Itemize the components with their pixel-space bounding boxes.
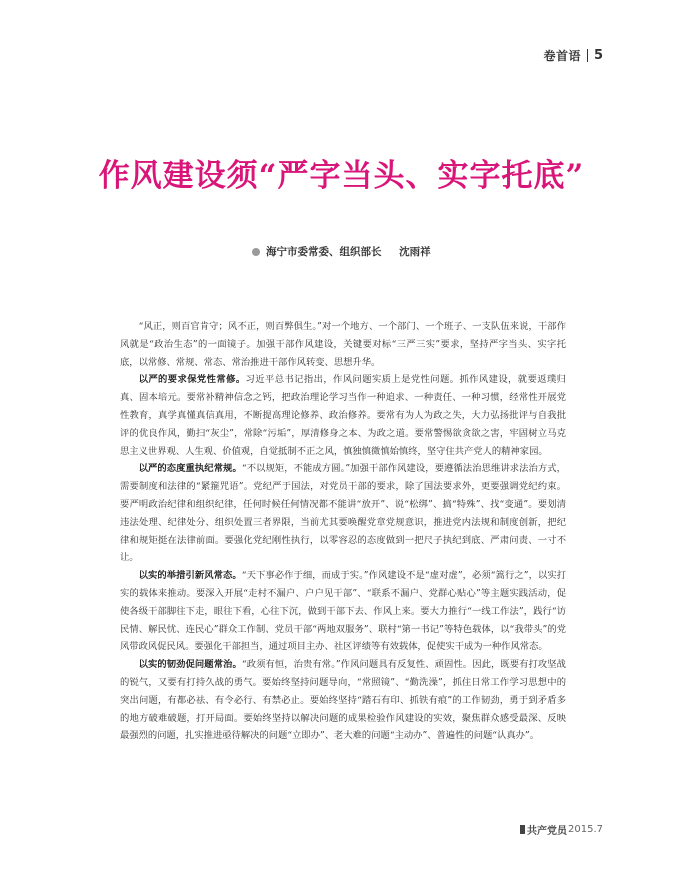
author-name: 沈雨祥 — [399, 246, 431, 258]
paragraph-5 — [120, 656, 566, 745]
paragraph-lead: 以实的韧劲促问题常治。 — [138, 659, 242, 671]
paragraph-text: 习近平总书记指出，作风问题实质上是党性问题。抓作风建设，就要返璞归真、固本培元。要常补精神信念之钙，把政治理论学习当作一种追求、一种责任、一种习惯，经常性开展党性教育，真学真懂真信真用，不断提高理论修养、政治修养。要常有为人为政之失，大力弘扬批评与自我批评的优良作风，勤扫“灰尘”，常除“污垢”，厚清修身之本、为政之道。要常警惕欲贪欲之害，牢固树立马克思主义世界观、人生观、价值观，自觉抵制不正之风，慎独慎微慎始慎终，坚守住共产党人的精神家园。 — [120, 374, 566, 457]
header-divider — [587, 49, 588, 62]
byline — [0, 244, 683, 259]
author-affiliation: 海宁市委常委、组织部长 — [266, 246, 382, 258]
page-number: 5 — [593, 48, 603, 63]
paragraph-lead: 以严的态度重执纪常规。 — [138, 463, 242, 475]
magazine-logo-icon — [520, 825, 525, 834]
paragraph-3 — [120, 460, 566, 567]
section-label: 卷首语 — [543, 49, 581, 63]
paragraph-2 — [120, 371, 566, 460]
paragraph-text: “政须有恒，治贵有常。”作风问题具有反复性、顽固性。因此，既要有打攻坚战的锐气，又要有打持久战的勇气。要始终坚持问题导向，“常照镜”、“勤洗澡”，抓住日常工作学习思想中的突出问题，有都必祛、有令必行、有禁必止。要始终坚持“踏石有印、抓铁有痕”的工作韧劲，勇于到矛盾多的地方破难破题，打开局面。要始终坚持以解决问题的成果检验作风建设的实效，聚焦群众感受最深、反映最强烈的问题，扎实推进亟待解决的问题“立即办”、老大难的问题“主动办”、普遍性的问题“认真办”。 — [120, 659, 566, 742]
paragraph-4 — [120, 567, 566, 656]
paragraph-lead: 以严的要求保党性常修。 — [138, 374, 246, 386]
magazine-brand: 共产党员 — [527, 826, 567, 837]
issue-date: 2015.7 — [568, 824, 603, 835]
paragraph-text: “不以规矩，不能成方圆。”加强干部作风建设，要遵循法治思维讲求法治方式，需要制度和法律的“紧箍咒语”。党纪严于国法，对党员干部的要求，除了国法要求外，更要强调党纪约束。要严明政治纪律和组织纪律，任何时候任何情况都不能讲“放开”、说“松绑”、搞“特殊”、找“变通”。要划清违法处理、纪律处分、组织处置三者界限，当前尤其要唤醒党章党规意识，推进党内法规和制度创新，把纪律和规矩挺在法律前面。要强化党纪刚性执行，以零容忍的态度做到一把尺子执纪到底、严肃问责、一寸不让。 — [120, 463, 566, 564]
bullet-icon — [252, 248, 260, 256]
article-title: 作风建设须“严字当头、实字托底” — [98, 158, 585, 194]
page-footer — [520, 822, 603, 837]
paragraph-text: “风正，则百官肯守；风不正，则百弊俱生。”对一个地方、一个部门、一个班子、一支队伍来说，干部作风就是“政治生态”的一面镜子。加强干部作风建设，关键要对标“三严三实”要求，坚持严字当头、实字托底，以常修、常规、常态、常治推进干部作风转变、思想升华。 — [120, 321, 566, 368]
page-header — [543, 47, 603, 64]
paragraph-lead: 以实的举措引新风常态。 — [138, 570, 242, 582]
paragraph-1 — [120, 318, 566, 371]
article-body — [120, 318, 566, 745]
paragraph-text: “天下事必作于细，而成于实。”作风建设不是“虚对虚”，必须“篙行之”，以实打实的载体来推动。要深入开展“走村不漏户、户户见干部”、“联系不漏户、党群心贴心”等主题实践活动，促使各级干部脚往下走，眼往下看，心往下沉，做到干部下去、作风上来。要大力推行“一线工作法”，践行“访民情、解民忧、连民心”群众工作制、党员干部“两地双服务”、联村“第一书记”等特色载体，以“我带头”的党风带政风促民风。要强化干部担当，通过项目主办、社区评绩等有效载体，促使实干成为一种作风常态。 — [120, 570, 566, 653]
